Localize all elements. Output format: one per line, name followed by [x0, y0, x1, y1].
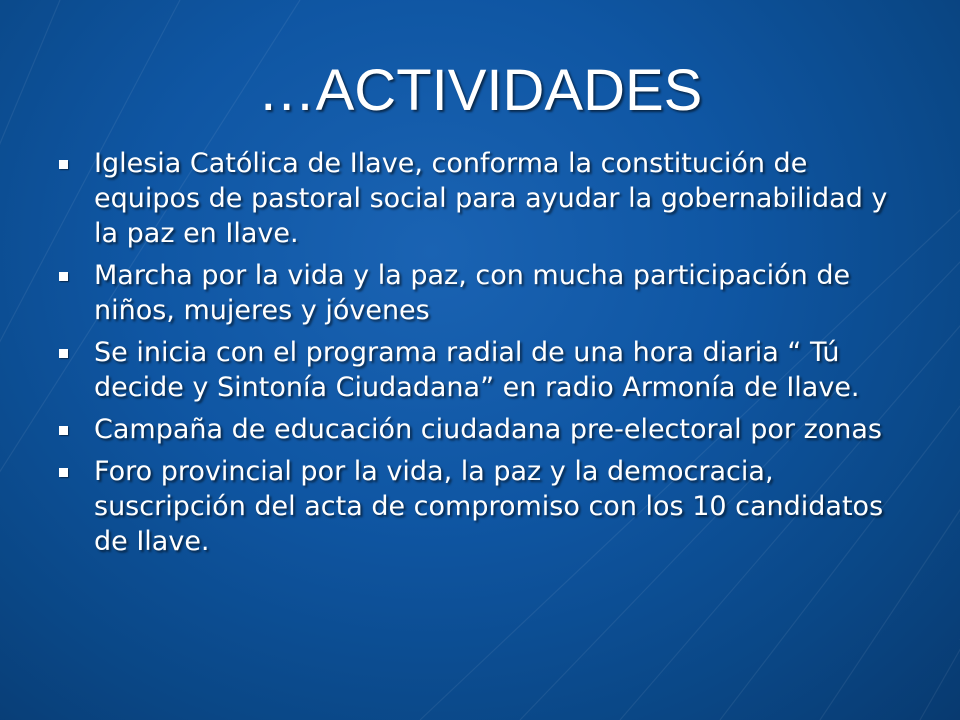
bullet-text: Se inicia con el programa radial de una hora diaria “ Tú decide y Sintonía Ciudadana” en radio Armonía de Ilave. — [94, 337, 860, 403]
slide-title: …ACTIVIDADES — [257, 58, 703, 123]
bullet-item — [57, 412, 917, 447]
bullet-item — [57, 335, 917, 405]
square-bullet-icon — [59, 468, 68, 477]
bullet-text: Marcha por la vida y la paz, con mucha participación de niños, mujeres y jóvenes — [94, 260, 851, 326]
square-bullet-icon — [59, 160, 68, 169]
square-bullet-icon — [59, 272, 68, 281]
bullet-text: Iglesia Católica de Ilave, conforma la constitución de equipos de pastoral social para ayudar la gobernabilidad y la paz en Ilave. — [94, 148, 888, 249]
bullet-item — [57, 258, 917, 328]
bullet-text: Campaña de educación ciudadana pre-electoral por zonas — [94, 414, 882, 445]
square-bullet-icon — [59, 426, 68, 435]
bullet-list — [57, 146, 917, 566]
bullet-text: Foro provincial por la vida, la paz y la democracia, suscripción del acta de compromiso con los 10 candidatos de Ilave. — [94, 456, 884, 557]
bullet-item — [57, 454, 917, 559]
square-bullet-icon — [59, 349, 68, 358]
bullet-item — [57, 146, 917, 251]
